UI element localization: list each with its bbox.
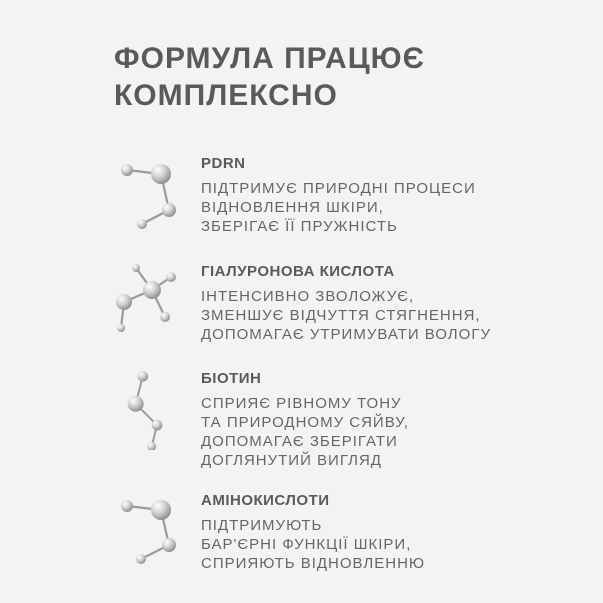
description-line: СПРИЯЄ РІВНОМУ ТОНУ: [201, 395, 402, 412]
ingredient-description: [201, 179, 476, 236]
ingredient-amino-acids: [114, 492, 584, 592]
ingredient-name: PDRN: [201, 155, 246, 172]
description-line: ДОПОМАГАЄ ЗБЕРІГАТИ: [201, 433, 398, 450]
description-line: ЗМЕНШУЄ ВІДЧУТТЯ СТЯГНЕННЯ,: [201, 307, 481, 324]
ingredient-description: [201, 516, 425, 573]
molecule-chain-icon: [114, 492, 184, 572]
ingredient-name: БІОТИН: [201, 370, 262, 387]
description-line: ЗБЕРІГАЄ ЇЇ ПРУЖНІСТЬ: [201, 218, 398, 235]
ingredient-name: АМІНОКИСЛОТИ: [201, 492, 330, 509]
molecule-branched-icon: [114, 263, 184, 343]
page-title: [114, 40, 425, 114]
description-line: БАР'ЄРНІ ФУНКЦІЇ ШКІРИ,: [201, 536, 412, 553]
ingredient-pdrn: [114, 155, 584, 255]
description-line: ТА ПРИРОДНОМУ СЯЙВУ,: [201, 414, 409, 431]
description-line: ВІДНОВЛЕННЯ ШКІРИ,: [201, 199, 384, 216]
molecule-zigzag-icon: [114, 370, 184, 450]
page-title-line-2: КОМПЛЕКСНО: [114, 79, 338, 112]
page-title-line-1: ФОРМУЛА ПРАЦЮЄ: [114, 42, 425, 75]
description-line: ДОГЛЯНУТИЙ ВИГЛЯД: [201, 452, 382, 469]
description-line: ПІДТРИМУЮТЬ: [201, 517, 323, 534]
ingredient-description: [201, 287, 491, 344]
molecule-chain-icon: [114, 155, 184, 235]
ingredient-description: [201, 394, 409, 470]
ingredient-biotin: [114, 370, 584, 470]
ingredient-hyaluronic-acid: [114, 263, 584, 363]
description-line: ДОПОМАГАЄ УТРИМУВАТИ ВОЛОГУ: [201, 326, 491, 343]
description-line: СПРИЯЮТЬ ВІДНОВЛЕННЮ: [201, 555, 426, 572]
description-line: ПІДТРИМУЄ ПРИРОДНІ ПРОЦЕСИ: [201, 180, 476, 197]
description-line: ІНТЕНСИВНО ЗВОЛОЖУЄ,: [201, 288, 415, 305]
ingredient-name: ГІАЛУРОНОВА КИСЛОТА: [201, 263, 395, 280]
